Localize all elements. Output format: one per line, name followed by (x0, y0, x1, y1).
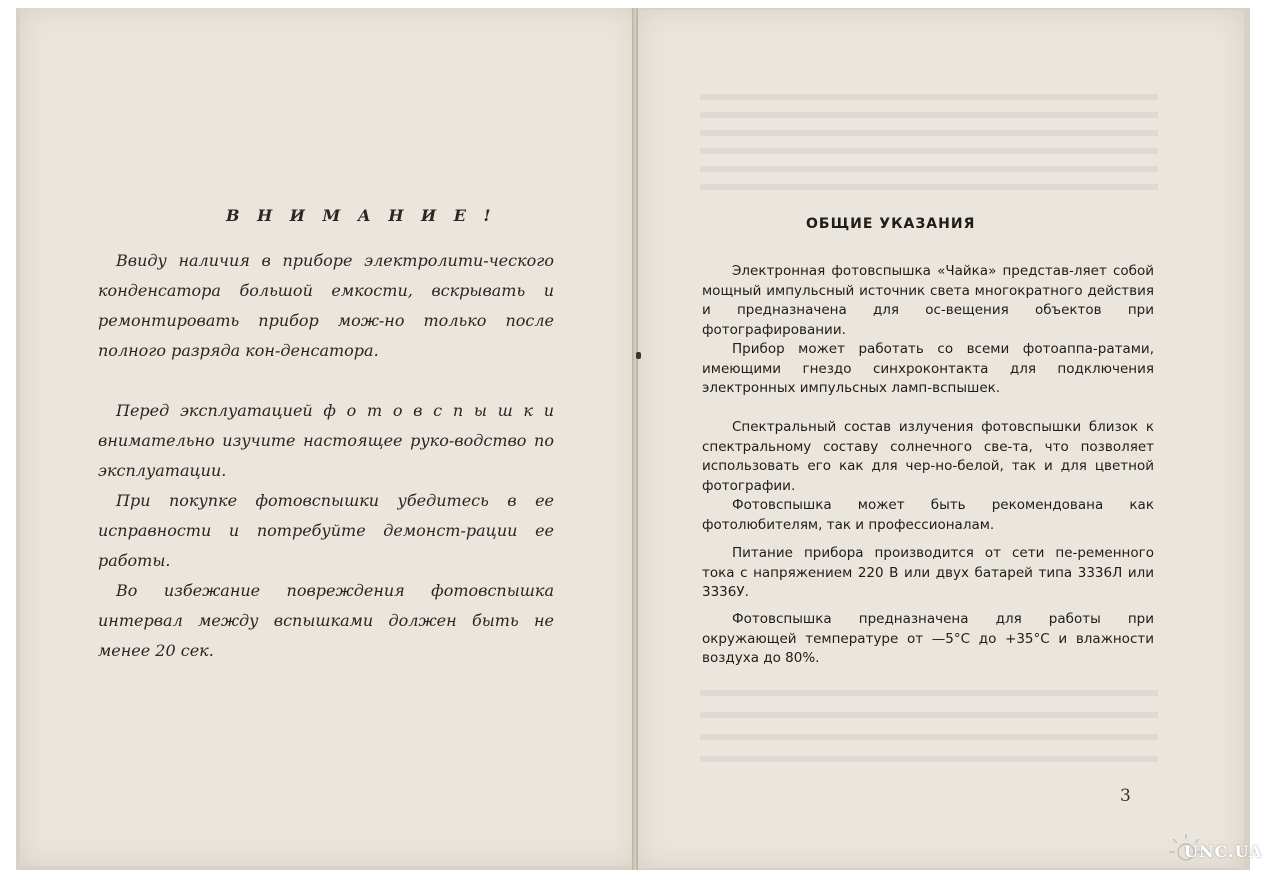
warning-paragraph (98, 576, 554, 666)
warning-paragraph-text: Во избежание повреждения фотовспышка интервал между вспышками должен быть не менее 20 сек. (98, 581, 554, 660)
show-through-text (700, 130, 1158, 136)
warning-paragraph-text: Перед эксплуатацией ф о т о в с п ы ш к и внимательно изучите настоящее руко-водство по эксплуатации. (98, 401, 554, 480)
page-number: 3 (1120, 786, 1131, 806)
show-through-text (700, 734, 1158, 740)
show-through-text (700, 690, 1158, 696)
warning-title: В Н И М А Н И Е ! (226, 206, 497, 225)
show-through-text (700, 166, 1158, 172)
instruction-paragraph: Прибор может работать со всеми фотоаппа-ратами, имеющими гнездо синхроконтакта для подключения электронных импульсных ламп-вспышек. (702, 341, 1154, 396)
show-through-text (700, 94, 1158, 100)
warning-paragraph-text: При покупке фотовспышки убедитесь в ее исправности и потребуйте демонст-рации ее работы. (98, 491, 554, 570)
instruction-paragraph: Электронная фотовспышка «Чайка» представ-ляет собой мощный импульсный источник света многократного действия и предназначена для ос-вещения объектов при фотографировании. (702, 263, 1154, 338)
warning-paragraph (98, 486, 554, 576)
warning-paragraph (98, 246, 554, 366)
show-through-text (700, 712, 1158, 718)
instruction-paragraph: Спектральный состав излучения фотовспышки близок к спектральному составу солнечного све-та, что позволяет использовать его как для чер-но-белой, так и для цветной фотографии. (702, 419, 1154, 494)
show-through-text (700, 184, 1158, 190)
show-through-text (700, 756, 1158, 762)
instruction-paragraph: Фотовспышка предназначена для работы при окружающей температуре от —5°С до +35°С и влажности воздуха до 80%. (702, 611, 1154, 666)
instruction-paragraph: Фотовспышка может быть рекомендована как фотолюбителям, так и профессионалам. (702, 497, 1154, 533)
section-title: ОБЩИЕ УКАЗАНИЯ (806, 216, 976, 232)
booklet-spine (632, 8, 638, 870)
warning-paragraph (98, 396, 554, 486)
staple-mark (636, 352, 641, 359)
show-through-text (700, 112, 1158, 118)
instruction-paragraph: Питание прибора производится от сети пе-ременного тока с напряжением 220 В или двух батарей типа 3336Л или 3336У. (702, 545, 1154, 600)
watermark-text: UNC.UA (1184, 842, 1263, 861)
show-through-text (700, 148, 1158, 154)
warning-paragraph-text: Ввиду наличия в приборе электролити-ческого конденсатора большой емкости, вскрывать и ремонтировать прибор мож-но только после полного разряда кон-денсатора. (98, 251, 554, 360)
